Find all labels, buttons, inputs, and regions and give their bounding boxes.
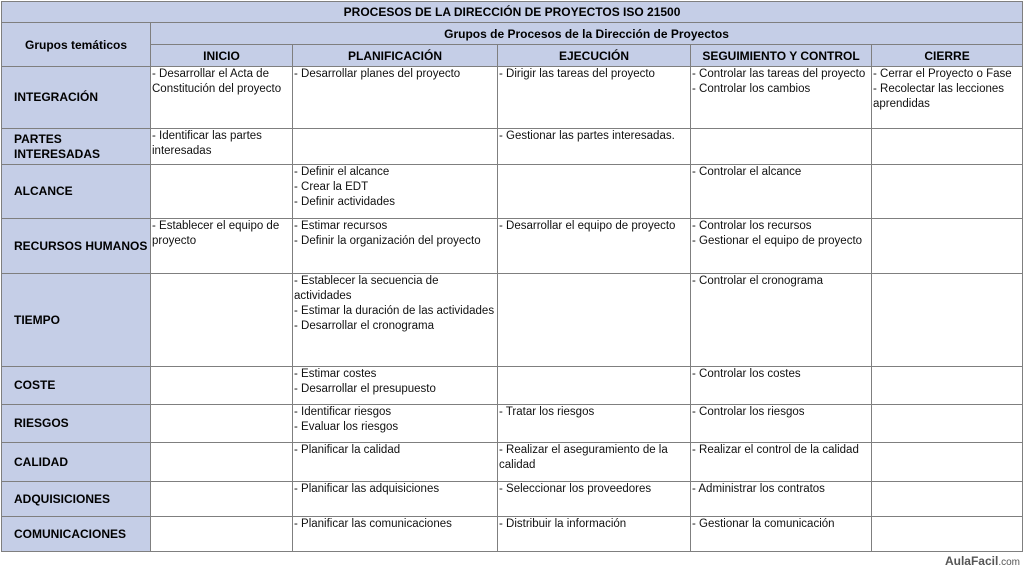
column-header: EJECUCIÓN <box>498 45 691 67</box>
table-cell <box>872 129 1023 165</box>
table-body <box>2 67 1023 552</box>
table-cell <box>498 367 691 405</box>
row-header: RIESGOS <box>2 405 151 443</box>
table-cell <box>872 274 1023 367</box>
table-row <box>2 367 1023 405</box>
process-item: - Establecer la secuencia de actividades <box>294 275 439 302</box>
table-row <box>2 219 1023 274</box>
process-item: - Desarrollar el equipo de proyecto <box>499 220 676 232</box>
table-cell <box>293 165 498 219</box>
table-cell <box>872 517 1023 552</box>
table-cell <box>498 165 691 219</box>
table-cell <box>293 517 498 552</box>
process-item: - Crear la EDT <box>294 181 369 193</box>
table-cell <box>151 517 293 552</box>
column-header-row <box>2 45 1023 67</box>
process-item: - Desarrollar el presupuesto <box>294 383 436 395</box>
process-item: - Desarrollar planes del proyecto <box>294 68 461 80</box>
process-item: - Gestionar el equipo de proyecto <box>692 235 863 247</box>
table-cell <box>691 443 872 482</box>
process-item: - Dirigir las tareas del proyecto <box>499 68 655 80</box>
process-item: - Identificar las partes interesadas <box>152 130 262 157</box>
iso21500-process-table <box>1 1 1023 552</box>
table-cell <box>691 274 872 367</box>
table-cell <box>498 517 691 552</box>
table-cell <box>151 129 293 165</box>
process-item: - Controlar el cronograma <box>692 275 824 287</box>
process-item: - Seleccionar los proveedores <box>499 483 652 495</box>
process-item: - Evaluar los riesgos <box>294 421 399 433</box>
table-cell <box>498 443 691 482</box>
process-item: - Recolectar las lecciones aprendidas <box>873 83 1005 110</box>
process-item: - Controlar los riesgos <box>692 406 805 418</box>
process-item: - Desarrollar el cronograma <box>294 320 434 332</box>
table-row <box>2 482 1023 517</box>
table-cell <box>293 405 498 443</box>
process-item: - Desarrollar el Acta de Constitución del proyecto <box>152 68 282 95</box>
row-header: INTEGRACIÓN <box>2 67 151 129</box>
row-header: COMUNICACIONES <box>2 517 151 552</box>
table-row <box>2 517 1023 552</box>
table-cell <box>151 405 293 443</box>
process-item: - Planificar las comunicaciones <box>294 518 452 530</box>
process-item: - Controlar el alcance <box>692 166 802 178</box>
column-header: PLANIFICACIÓN <box>293 45 498 67</box>
table-cell <box>872 405 1023 443</box>
table-cell <box>872 367 1023 405</box>
table-cell <box>872 219 1023 274</box>
table-row <box>2 129 1023 165</box>
process-item: - Definir el alcance <box>294 166 390 178</box>
process-item: - Administrar los contratos <box>692 483 825 495</box>
table-cell <box>498 219 691 274</box>
table-cell <box>293 274 498 367</box>
table-cell <box>151 482 293 517</box>
grupos-tematicos-header: Grupos temáticos <box>2 23 151 67</box>
process-item: - Realizar el aseguramiento de la calidad <box>499 444 668 471</box>
table-cell <box>151 274 293 367</box>
table-cell <box>498 482 691 517</box>
table-cell <box>498 274 691 367</box>
table-cell <box>293 367 498 405</box>
table-cell <box>293 129 498 165</box>
aulafacil-watermark: AulaFacil.com <box>944 554 1020 568</box>
table-row <box>2 443 1023 482</box>
column-header: SEGUIMIENTO Y CONTROL <box>691 45 872 67</box>
row-header: ALCANCE <box>2 165 151 219</box>
table-cell <box>872 165 1023 219</box>
table-cell <box>691 165 872 219</box>
table-cell <box>498 129 691 165</box>
table-cell <box>691 482 872 517</box>
process-item: - Realizar el control de la calidad <box>692 444 859 456</box>
table-cell <box>498 405 691 443</box>
table-cell <box>293 67 498 129</box>
process-item: - Identificar riesgos <box>294 406 392 418</box>
process-item: - Gestionar las partes interesadas. <box>499 130 675 142</box>
process-item: - Distribuir la información <box>499 518 627 530</box>
table-cell <box>691 405 872 443</box>
table-cell <box>293 482 498 517</box>
table-title: PROCESOS DE LA DIRECCIÓN DE PROYECTOS ISO 21500 <box>2 2 1023 23</box>
process-item: - Tratar los riesgos <box>499 406 595 418</box>
table-cell <box>151 367 293 405</box>
row-header: COSTE <box>2 367 151 405</box>
table-cell <box>151 443 293 482</box>
table-row <box>2 67 1023 129</box>
process-item: - Controlar los recursos <box>692 220 812 232</box>
table-cell <box>872 67 1023 129</box>
row-header: CALIDAD <box>2 443 151 482</box>
table-cell <box>691 219 872 274</box>
table-cell <box>691 67 872 129</box>
table-row <box>2 165 1023 219</box>
process-item: - Controlar las tareas del proyecto <box>692 68 866 80</box>
process-item: - Cerrar el Proyecto o Fase <box>873 68 1012 80</box>
row-header: TIEMPO <box>2 274 151 367</box>
process-item: - Controlar los costes <box>692 368 801 380</box>
grupos-procesos-header: Grupos de Procesos de la Dirección de Proyectos <box>151 23 1023 45</box>
table-cell <box>691 517 872 552</box>
table-cell <box>151 67 293 129</box>
process-item: - Planificar la calidad <box>294 444 401 456</box>
table-cell <box>151 165 293 219</box>
table-cell <box>691 367 872 405</box>
process-item: - Establecer el equipo de proyecto <box>152 220 280 247</box>
process-item: - Definir actividades <box>294 196 395 208</box>
table-cell <box>872 443 1023 482</box>
table-cell <box>872 482 1023 517</box>
process-item: - Estimar costes <box>294 368 377 380</box>
column-header: CIERRE <box>872 45 1023 67</box>
table-cell <box>151 219 293 274</box>
column-header: INICIO <box>151 45 293 67</box>
table-cell <box>293 443 498 482</box>
table-row <box>2 274 1023 367</box>
process-item: - Estimar recursos <box>294 220 388 232</box>
table-cell <box>691 129 872 165</box>
process-item: - Controlar los cambios <box>692 83 811 95</box>
row-header: RECURSOS HUMANOS <box>2 219 151 274</box>
process-item: - Planificar las adquisiciones <box>294 483 440 495</box>
row-header: PARTES INTERESADAS <box>2 129 151 165</box>
process-item: - Gestionar la comunicación <box>692 518 835 530</box>
process-item: - Estimar la duración de las actividades <box>294 305 495 317</box>
table-cell <box>498 67 691 129</box>
process-item: - Definir la organización del proyecto <box>294 235 481 247</box>
table-cell <box>293 219 498 274</box>
table-row <box>2 405 1023 443</box>
row-header: ADQUISICIONES <box>2 482 151 517</box>
